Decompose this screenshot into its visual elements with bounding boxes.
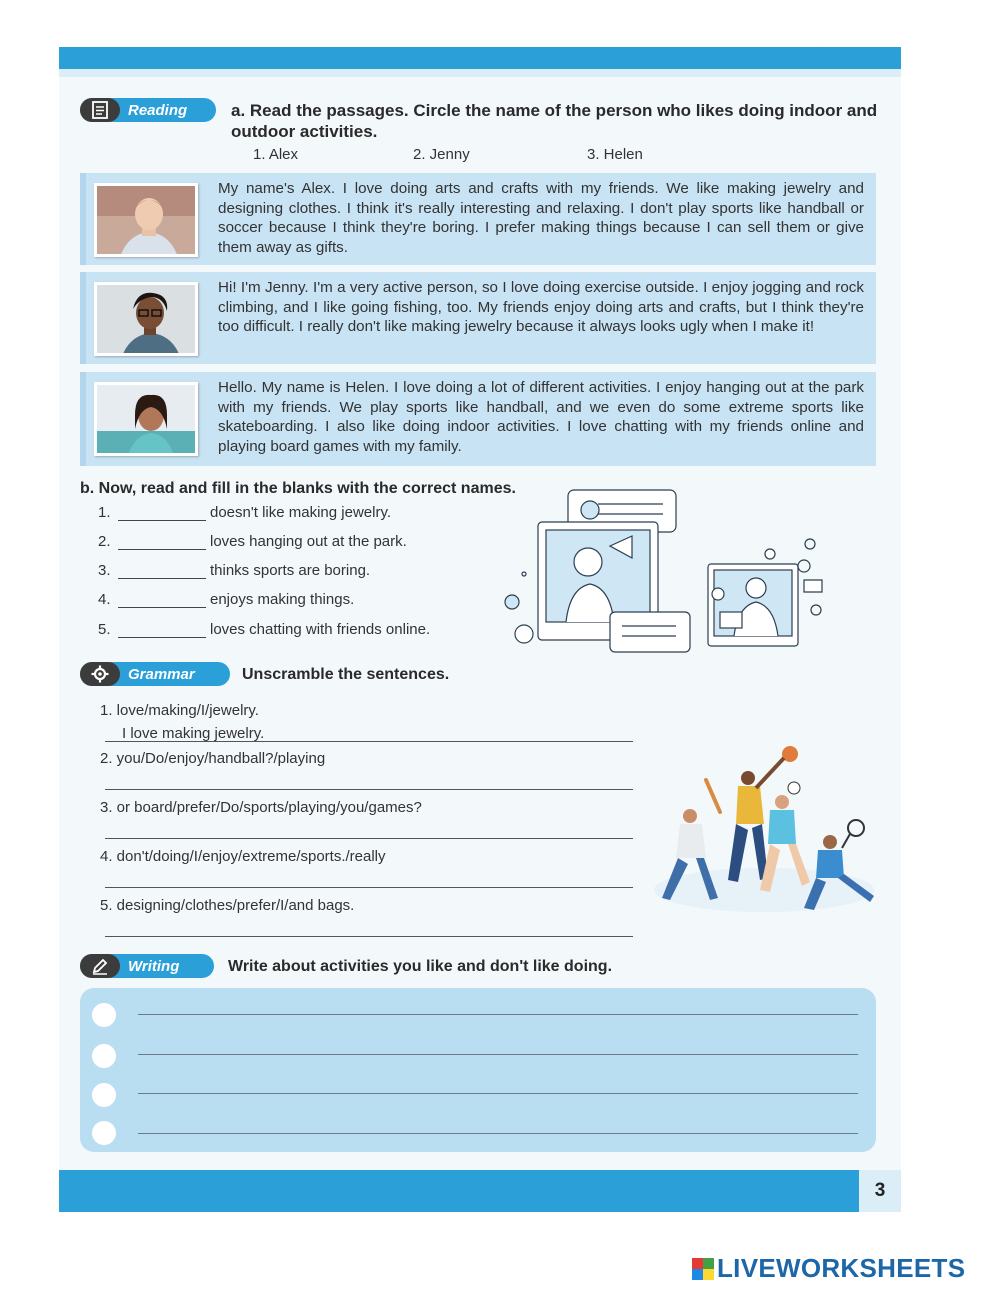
sports-illustration (644, 740, 884, 920)
fill-blank-5[interactable] (118, 623, 206, 638)
reading-b-instruction: b. Now, read and fill in the blanks with the correct names. (80, 480, 516, 497)
top-strip (59, 69, 901, 77)
writing-tab-label: Writing (128, 957, 180, 975)
writing-line-2[interactable] (138, 1054, 858, 1055)
option-helen[interactable]: 3. Helen (587, 146, 643, 163)
fill-num: 1. (98, 504, 111, 521)
bullet-dot (92, 1121, 116, 1145)
fill-text: thinks sports are boring. (210, 562, 371, 579)
passage-alex-text: My name's Alex. I love doing arts and crafts with my friends. We like making jewelry and designing clothes. I think it's really interesting and relaxing. I don't play sports like handball or soccer because I think they're boring. I prefer making things because I can sell them or give them away as gifts. (218, 180, 864, 256)
grammar-instruction: Unscramble the sentences. (242, 666, 450, 683)
bullet-dot (92, 1003, 116, 1027)
grammar-prompt-2: 2. you/Do/enjoy/handball?/playing (100, 750, 326, 767)
option-jenny[interactable]: 2. Jenny (413, 146, 470, 163)
fill-row-2 (98, 533, 407, 550)
fill-row-1 (98, 504, 391, 521)
writing-line-1[interactable] (138, 1014, 858, 1015)
document-icon (80, 98, 120, 122)
answer-line-5 (105, 936, 633, 937)
fill-row-4 (98, 591, 354, 608)
writing-tab (80, 954, 214, 978)
fill-row-3 (98, 562, 370, 579)
grammar-tab (80, 662, 230, 686)
bullet-dot (92, 1044, 116, 1068)
fill-text: loves chatting with friends online. (210, 621, 431, 638)
passage-helen (80, 372, 876, 466)
writing-area[interactable] (80, 988, 876, 1152)
liveworksheets-icon (692, 1258, 714, 1280)
fill-num: 3. (98, 562, 111, 579)
grammar-prompt-5: 5. designing/clothes/prefer/I/and bags. (100, 897, 355, 914)
fill-blank-1[interactable] (118, 506, 206, 521)
bottom-banner (59, 1170, 859, 1212)
jenny-photo (94, 282, 198, 356)
answer-line-4 (105, 887, 633, 888)
reading-instruction: a. Read the passages. Circle the name of the person who likes doing indoor and outdoor activities. (231, 101, 878, 141)
passage-jenny (80, 272, 876, 364)
fill-text: doesn't like making jewelry. (210, 504, 391, 521)
option-alex[interactable]: 1. Alex (253, 146, 299, 163)
grammar-prompt-1: 1. love/making/I/jewelry. (100, 702, 259, 719)
online-chat-illustration (498, 484, 838, 660)
fill-text: loves hanging out at the park. (210, 533, 407, 550)
liveworksheets-wordmark: LIVEWORKSHEETS (717, 1253, 966, 1283)
passage-jenny-text: Hi! I'm Jenny. I'm a very active person, so I love doing exercise outside. I enjoy jogging and rock climbing, and I like going fishing, too. My friends enjoy doing arts and crafts, but I think they're too difficult. I really don't like making jewelry because it always looks ugly when I make it! (218, 279, 864, 335)
fill-num: 5. (98, 621, 111, 638)
writing-line-3[interactable] (138, 1093, 858, 1094)
fill-blank-3[interactable] (118, 564, 206, 579)
reading-tab-label: Reading (128, 101, 188, 119)
top-banner (59, 47, 901, 69)
alex-photo (94, 183, 198, 257)
helen-photo (94, 382, 198, 456)
grammar-answer-1[interactable]: I love making jewelry. (122, 725, 265, 742)
fill-num: 4. (98, 591, 111, 608)
writing-line-4[interactable] (138, 1133, 858, 1134)
grammar-tab-label: Grammar (128, 665, 195, 683)
answer-line-1 (105, 741, 633, 742)
fill-num: 2. (98, 533, 111, 550)
answer-line-3 (105, 838, 633, 839)
gear-icon (80, 662, 120, 686)
fill-blank-4[interactable] (118, 593, 206, 608)
passage-helen-text: Hello. My name is Helen. I love doing a lot of different activities. I enjoy hanging out at the park with my friends. We play sports like handball, and we even do some extreme sports like skateboarding. I also like doing indoor activities. I love chatting with my friends online and playing board games with my family. (218, 379, 864, 455)
liveworksheets-logo[interactable] (692, 1253, 965, 1284)
passage-alex (80, 173, 876, 265)
reading-tab (80, 98, 216, 122)
answer-line-2 (105, 789, 633, 790)
fill-row-5 (98, 621, 430, 638)
pencil-icon (80, 954, 120, 978)
fill-text: enjoys making things. (210, 591, 355, 608)
page-number: 3 (859, 1170, 901, 1212)
fill-blank-2[interactable] (118, 535, 206, 550)
grammar-prompt-4: 4. don't/doing/I/enjoy/extreme/sports./really (100, 848, 386, 865)
bullet-dot (92, 1083, 116, 1107)
writing-instruction: Write about activities you like and don't like doing. (228, 958, 613, 975)
grammar-prompt-3: 3. or board/prefer/Do/sports/playing/you/games? (100, 799, 422, 816)
